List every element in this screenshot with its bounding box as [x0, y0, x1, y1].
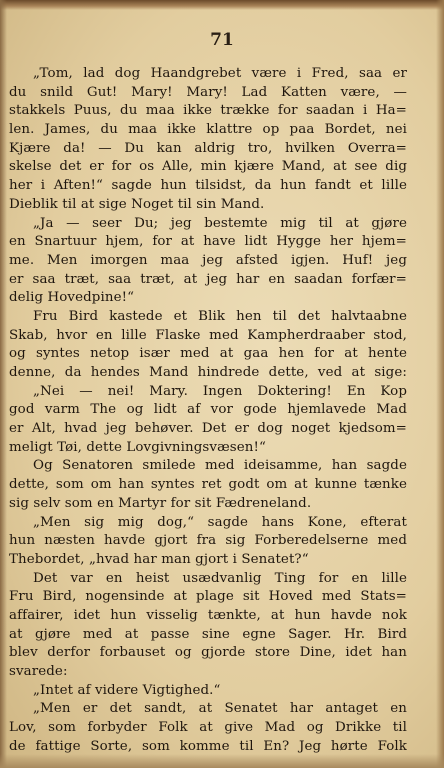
text-line: „Men er det sandt, at Senatet har antaget en [33, 701, 407, 717]
page-right-edge [436, 0, 444, 768]
text-line: er saa træt, saa træt, at jeg har en saadan forfær= [9, 271, 407, 287]
text-line: blev derfor forbauset og gjorde store Dine, idet han [9, 645, 407, 661]
page-text-body [9, 65, 407, 756]
page-top-edge [0, 0, 444, 10]
text-line: Skab, hvor en lille Flaske med Kampherdraaber stod, [9, 327, 407, 343]
text-line: meligt Tøi, dette Lovgivningsvæsen!“ [9, 439, 266, 455]
text-line: „Intet af videre Vigtighed.“ [33, 682, 221, 698]
text-line: denne, da hendes Mand hindrede dette, ved at sige: [9, 365, 407, 380]
page-left-edge [0, 0, 7, 768]
text-line: „Nei — nei! Mary. Ingen Doktering! En Kop [33, 383, 407, 399]
text-line: skelse det er for os Alle, min kjære Mand, at see dig [9, 159, 407, 175]
text-line: at gjøre med at passe sine egne Sager. Hr. Bird [9, 626, 407, 642]
text-line: Thebordet, „hvad har man gjort i Senatet?“ [9, 551, 309, 567]
text-line: en Snartuur hjem, for at have lidt Hygge her hjem= [9, 234, 407, 250]
text-line: affairer, idet hun visselig tænkte, at hun havde nok [9, 607, 407, 623]
text-line: og syntes netop især med at gaa hen for at hente [9, 346, 407, 362]
text-line: delig Hovedpine!“ [9, 290, 135, 306]
text-line: Fru Bird kastede et Blik hen til det halvtaabne [33, 308, 407, 324]
text-line: god varm The og lidt af vor gode hjemlavede Mad [9, 402, 407, 418]
text-line: „Men sig mig dog,“ sagde hans Kone, efterat [33, 514, 407, 530]
text-line: Kjære da! — Du kan aldrig tro, hvilken Overra= [9, 140, 407, 156]
text-line: Dieblik til at sige Noget til sin Mand. [9, 196, 265, 212]
text-line: er Alt, hvad jeg behøver. Det er dog noget kjedsom= [9, 421, 407, 437]
text-line: de fattige Sorte, som komme til En? Jeg hørte Folk [9, 738, 407, 754]
text-line: sig selv som en Martyr for sit Fædreneland. [9, 495, 312, 511]
text-line: me. Men imorgen maa jeg afsted igjen. Huf! jeg [9, 252, 407, 268]
text-line: „Ja — seer Du; jeg bestemte mig til at gjøre [33, 215, 407, 231]
text-line: Og Senatoren smilede med ideisamme, han sagde [33, 458, 407, 474]
text-line: hun næsten havde gjort fra sig Forberedelserne med [9, 533, 407, 549]
text-line: dette, som om han syntes ret godt om at kunne tænke [9, 477, 407, 493]
text-line: len. James, du maa ikke klattre op paa Bordet, nei [9, 122, 407, 138]
text-line: svarede: [9, 664, 68, 679]
text-line: „Tom, lad dog Haandgrebet være i Fred, saa er [33, 66, 407, 81]
text-line: her i Aften!“ sagde hun tilsidst, da hun fandt et lille [9, 178, 407, 194]
text-line: stakkels Puus, du maa ikke trække for saadan i Ha= [9, 103, 407, 119]
page-number: 71 [210, 30, 234, 50]
text-line: Fru Bird, nogensinde at plage sit Hoved med Stats= [9, 589, 407, 605]
text-line: du snild Gut! Mary! Mary! Lad Katten være, — [9, 84, 407, 100]
text-line: Lov, som forbyder Folk at give Mad og Drikke til [9, 720, 407, 736]
text-line: Det var en heist usædvanlig Ting for en lille [33, 570, 407, 586]
